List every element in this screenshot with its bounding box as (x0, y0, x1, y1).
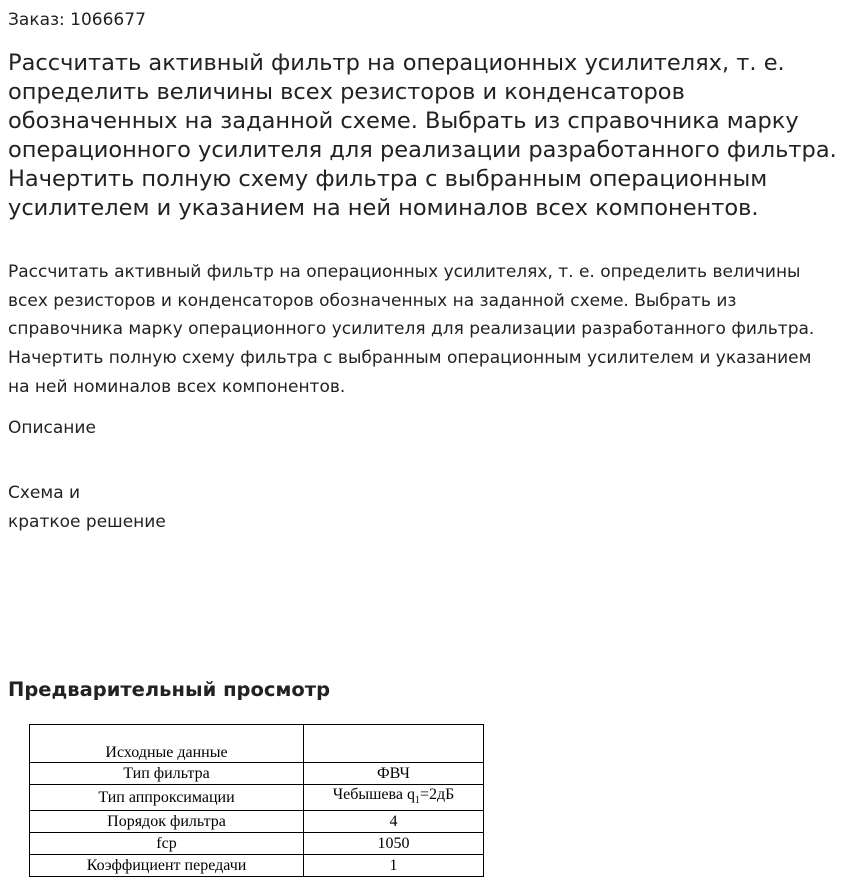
table-cell-value: ФВЧ (304, 763, 484, 785)
table-row (30, 855, 484, 877)
table-cell-param: Тип фильтра (30, 763, 304, 785)
table-cell-value: 1 (304, 855, 484, 877)
table-cell-param: Порядок фильтра (30, 811, 304, 833)
table-row (30, 785, 484, 811)
approximation-name: Чебышева q (332, 786, 415, 803)
tab-scheme-label-line2: краткое решение (8, 512, 166, 532)
table-cell-param: Тип аппроксимации (30, 785, 304, 811)
table-cell-param: Коэффициент передачи (30, 855, 304, 877)
table-cell-value: 4 (304, 811, 484, 833)
table-cell-param: fср (30, 833, 304, 855)
approximation-ripple: =2дБ (419, 786, 455, 803)
tab-scheme-solution[interactable] (8, 479, 166, 537)
table-row (30, 763, 484, 785)
table-header-row (30, 725, 484, 763)
page-title: Рассчитать активный фильтр на операционных усилителях, т. е. определить величины всех резисторов и конденсаторов обозначенных на заданной схеме. Выбрать из справочника марку операционного усилителя для реализации разработанного фильтра. Начертить полную схему фильтра с выбранным операционным усилителем и указанием на ней номиналов всех компонентов. (8, 50, 837, 221)
preview-heading: Предварительный просмотр (8, 678, 331, 701)
approximation-subscript: 1 (414, 795, 420, 807)
table-header-cell (304, 725, 484, 763)
table-cell-value: 1050 (304, 833, 484, 855)
tab-description[interactable]: Описание (8, 418, 96, 438)
table-row (30, 811, 484, 833)
source-data-table (29, 724, 484, 877)
order-number: Заказ: 1066677 (8, 10, 146, 30)
task-description: Рассчитать активный фильтр на операционных усилителях, т. е. определить величины всех резисторов и конденсаторов обозначенных на заданной схеме. Выбрать из справочника марку операционного усилителя для реализации разработанного фильтра. Начертить полную схему фильтра с выбранным операционным усилителем и указанием на ней номиналов всех компонентов. (8, 262, 815, 397)
table-header-cell: Исходные данные (30, 725, 304, 763)
table-cell-value (304, 785, 484, 811)
tab-scheme-label-line1: Схема и (8, 483, 81, 503)
table-row (30, 833, 484, 855)
